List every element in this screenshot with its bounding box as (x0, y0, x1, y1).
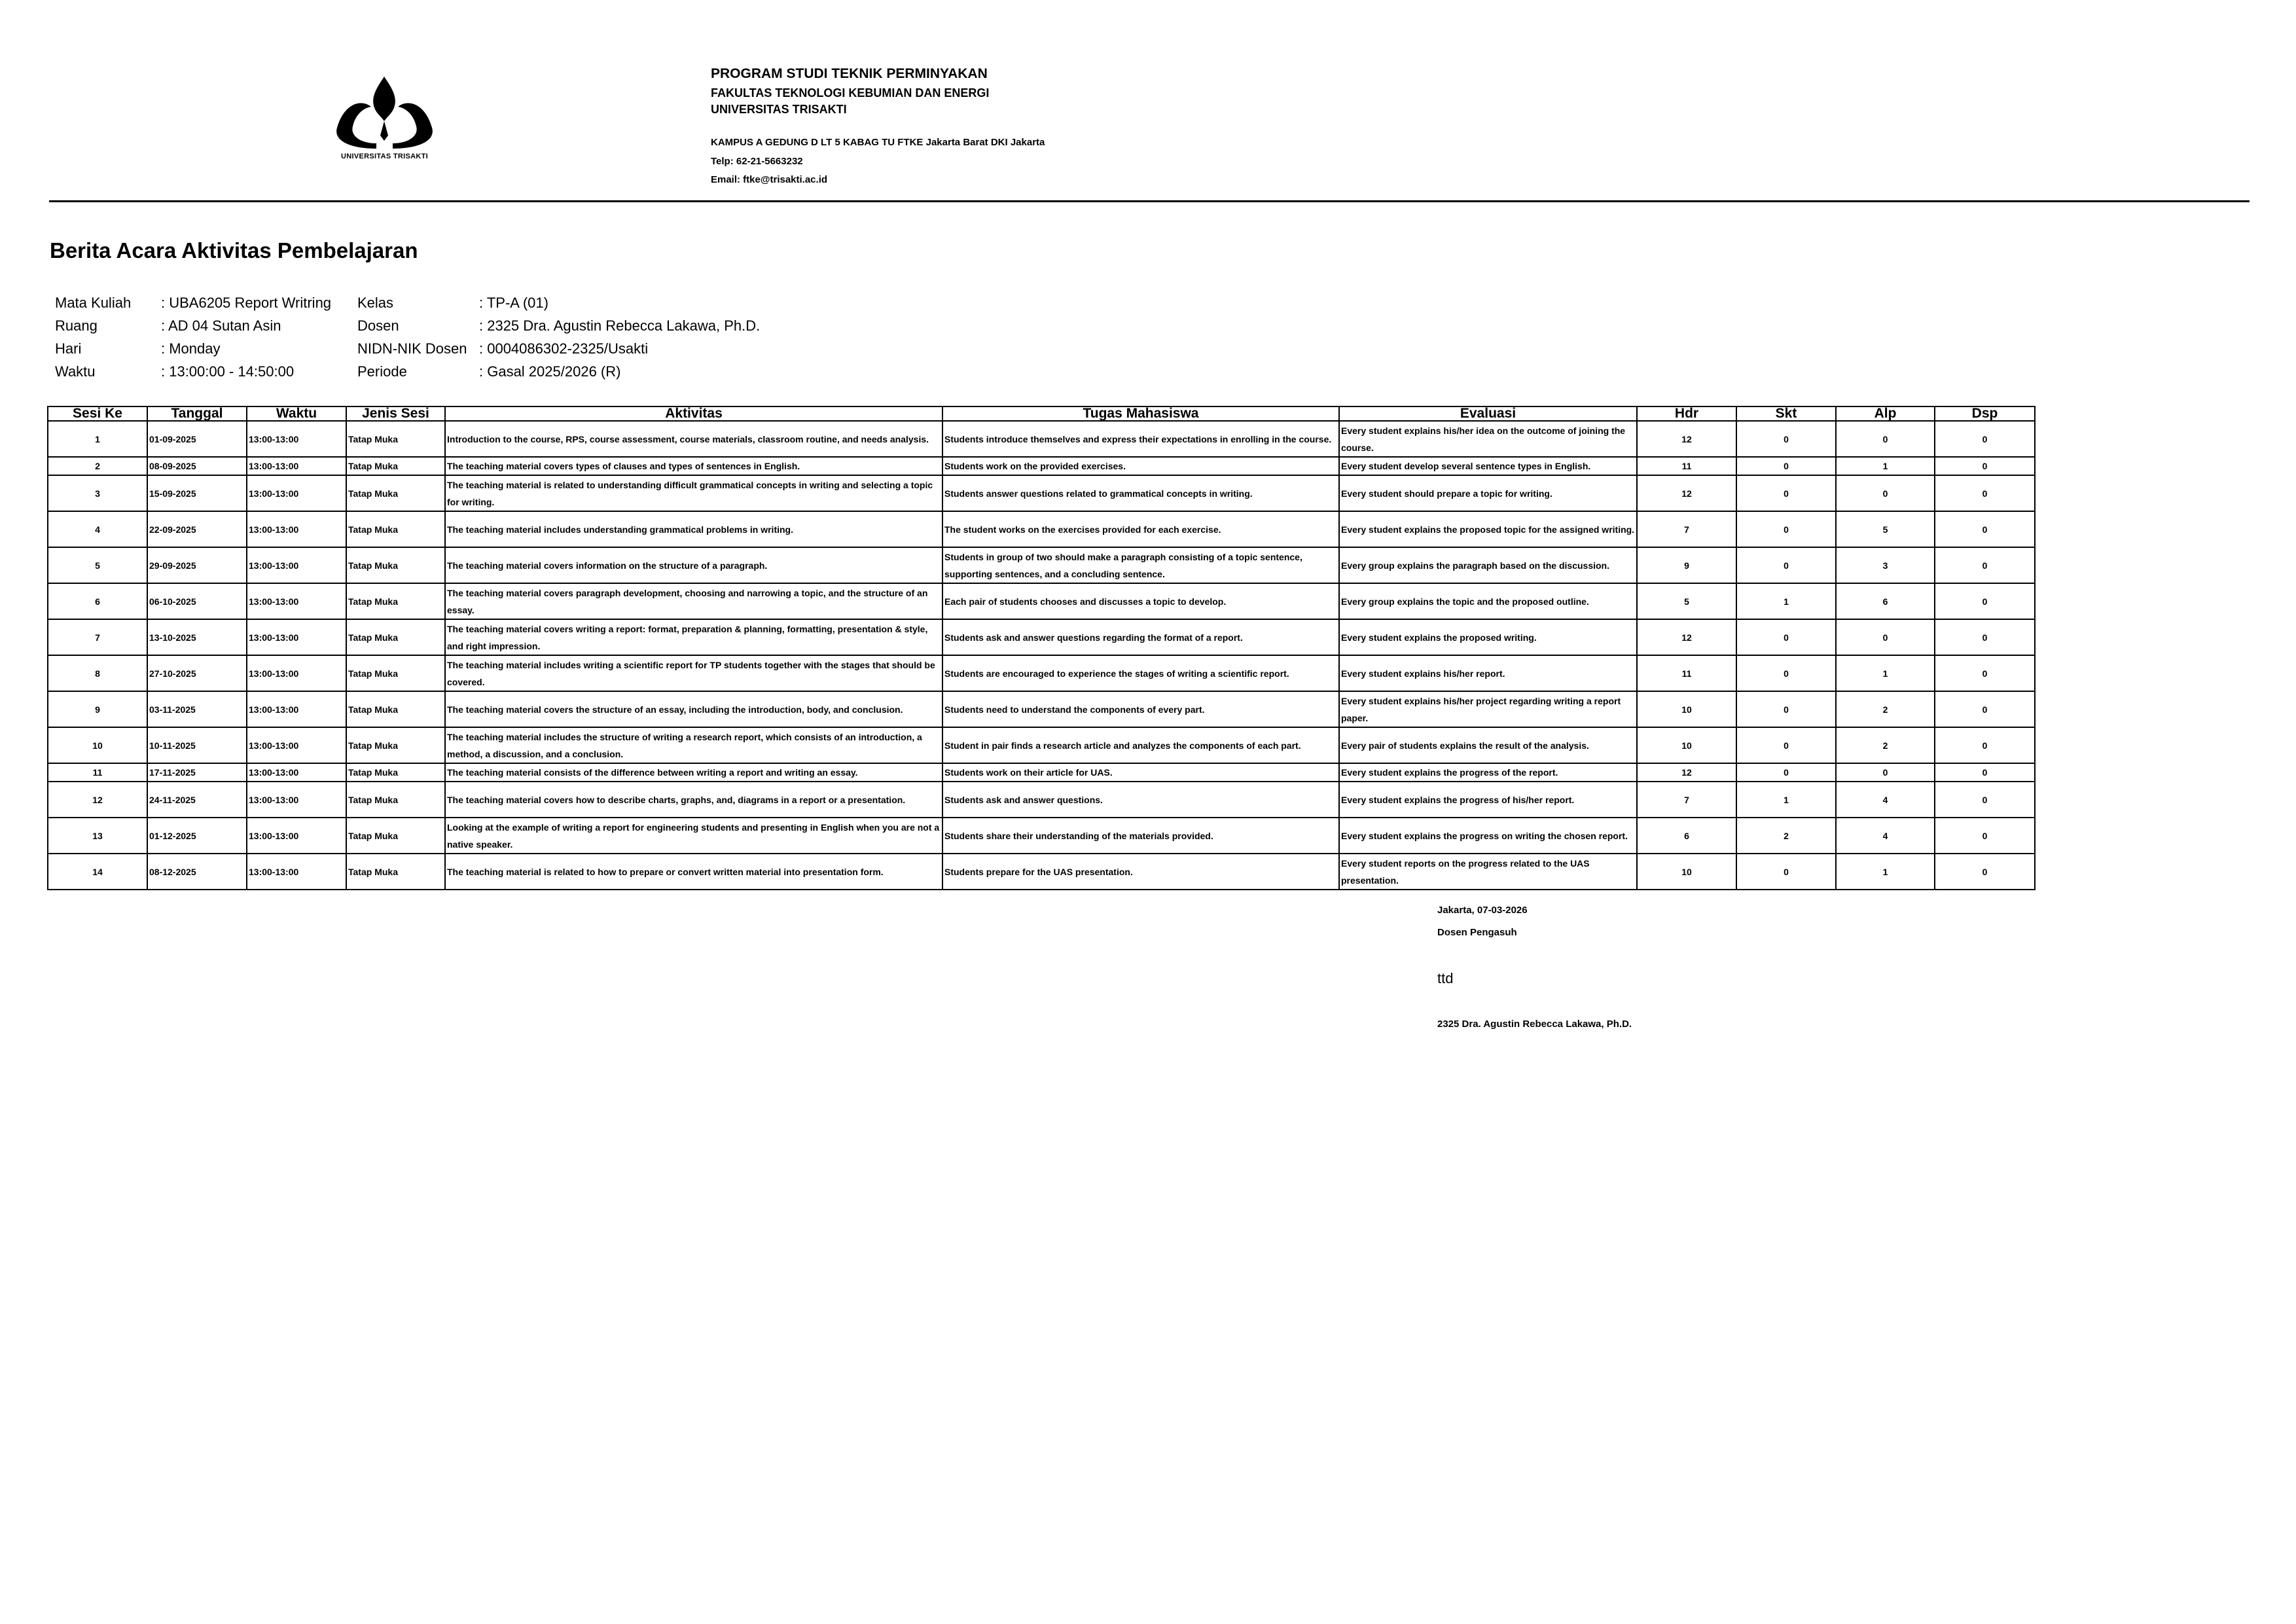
cell-tanggal: 13-10-2025 (147, 619, 247, 655)
trisakti-emblem-icon (331, 75, 439, 151)
cell-tugas: Students introduce themselves and express their expectations in enrolling in the course. (942, 421, 1339, 457)
cell-waktu: 13:00-13:00 (247, 547, 346, 583)
cell-aktivitas: The teaching material covers how to describe charts, graphs, and, diagrams in a report or a presentation. (445, 782, 942, 818)
cell-waktu: 13:00-13:00 (247, 818, 346, 854)
cell-tugas: Students share their understanding of the materials provided. (942, 818, 1339, 854)
cell-alp: 2 (1836, 691, 1935, 727)
cell-jenis-sesi: Tatap Muka (346, 727, 445, 763)
cell-jenis-sesi: Tatap Muka (346, 655, 445, 691)
ruang-label: Ruang (55, 317, 98, 334)
cell-waktu: 13:00-13:00 (247, 583, 346, 619)
table-row (48, 619, 2035, 655)
cell-hdr: 12 (1637, 475, 1736, 511)
cell-skt: 0 (1736, 655, 1836, 691)
cell-tanggal: 08-12-2025 (147, 854, 247, 890)
cell-alp: 2 (1836, 727, 1935, 763)
document-title: Berita Acara Aktivitas Pembelajaran (50, 238, 418, 262)
cell-alp: 1 (1836, 655, 1935, 691)
cell-aktivitas: The teaching material includes understanding grammatical problems in writing. (445, 511, 942, 547)
cell-tugas: Students work on their article for UAS. (942, 763, 1339, 782)
cell-sesi: 13 (48, 818, 147, 854)
cell-alp: 0 (1836, 619, 1935, 655)
table-row (48, 818, 2035, 854)
nidn-label: NIDN-NIK Dosen (357, 340, 467, 357)
phone: Telp: 62-21-5663232 (711, 156, 803, 167)
cell-tugas: Students answer questions related to grammatical concepts in writing. (942, 475, 1339, 511)
cell-hdr: 6 (1637, 818, 1736, 854)
cell-jenis-sesi: Tatap Muka (346, 475, 445, 511)
cell-sesi: 6 (48, 583, 147, 619)
cell-waktu: 13:00-13:00 (247, 727, 346, 763)
address: KAMPUS A GEDUNG D LT 5 KABAG TU FTKE Jakarta Barat DKI Jakarta (711, 137, 1045, 148)
signature-name: 2325 Dra. Agustin Rebecca Lakawa, Ph.D. (1437, 1019, 1632, 1030)
cell-tanggal: 27-10-2025 (147, 655, 247, 691)
cell-aktivitas: The teaching material covers the structure of an essay, including the introduction, body, and conclusion. (445, 691, 942, 727)
cell-tanggal: 24-11-2025 (147, 782, 247, 818)
cell-skt: 0 (1736, 854, 1836, 890)
cell-jenis-sesi: Tatap Muka (346, 547, 445, 583)
program-name: PROGRAM STUDI TEKNIK PERMINYAKAN (711, 66, 988, 81)
header-dsp: Dsp (1935, 406, 2035, 421)
cell-evaluasi: Every pair of students explains the result of the analysis. (1339, 727, 1637, 763)
cell-jenis-sesi: Tatap Muka (346, 619, 445, 655)
table-row (48, 475, 2035, 511)
cell-tanggal: 22-09-2025 (147, 511, 247, 547)
cell-aktivitas: The teaching material consists of the difference between writing a report and writing an essay. (445, 763, 942, 782)
cell-alp: 0 (1836, 421, 1935, 457)
table-row (48, 547, 2035, 583)
kelas-value: : TP-A (01) (479, 295, 548, 311)
cell-jenis-sesi: Tatap Muka (346, 583, 445, 619)
signature-place-date: Jakarta, 07-03-2026 (1437, 905, 1528, 916)
cell-dsp: 0 (1935, 619, 2035, 655)
cell-aktivitas: The teaching material covers types of clauses and types of sentences in English. (445, 457, 942, 475)
cell-sesi: 11 (48, 763, 147, 782)
cell-tanggal: 10-11-2025 (147, 727, 247, 763)
table-row (48, 782, 2035, 818)
cell-aktivitas: Looking at the example of writing a report for engineering students and presenting in English when you are not a native speaker. (445, 818, 942, 854)
table-header-row (48, 406, 2035, 421)
table-row (48, 655, 2035, 691)
cell-waktu: 13:00-13:00 (247, 421, 346, 457)
cell-evaluasi: Every student explains the progress on writing the chosen report. (1339, 818, 1637, 854)
header-sesi-ke: Sesi Ke (48, 406, 147, 421)
cell-aktivitas: The teaching material covers information on the structure of a paragraph. (445, 547, 942, 583)
cell-aktivitas: The teaching material covers paragraph development, choosing and narrowing a topic, and the structure of an essay. (445, 583, 942, 619)
signature-role: Dosen Pengasuh (1437, 927, 1517, 938)
table-row (48, 727, 2035, 763)
cell-hdr: 12 (1637, 421, 1736, 457)
header-alp: Alp (1836, 406, 1935, 421)
header-tugas-mahasiswa: Tugas Mahasiswa (942, 406, 1339, 421)
cell-evaluasi: Every student explains the proposed topic for the assigned writing. (1339, 511, 1637, 547)
periode-value: : Gasal 2025/2026 (R) (479, 363, 621, 380)
cell-waktu: 13:00-13:00 (247, 854, 346, 890)
cell-dsp: 0 (1935, 475, 2035, 511)
cell-tanggal: 15-09-2025 (147, 475, 247, 511)
cell-tugas: Students prepare for the UAS presentation. (942, 854, 1339, 890)
mata-kuliah-label: Mata Kuliah (55, 295, 132, 311)
cell-evaluasi: Every group explains the paragraph based on the discussion. (1339, 547, 1637, 583)
cell-hdr: 12 (1637, 763, 1736, 782)
cell-hdr: 9 (1637, 547, 1736, 583)
cell-hdr: 11 (1637, 655, 1736, 691)
cell-dsp: 0 (1935, 691, 2035, 727)
periode-label: Periode (357, 363, 407, 380)
dosen-value: : 2325 Dra. Agustin Rebecca Lakawa, Ph.D. (479, 317, 761, 334)
signature-ttd: ttd (1437, 970, 1454, 986)
header-tanggal: Tanggal (147, 406, 247, 421)
cell-skt: 1 (1736, 583, 1836, 619)
cell-tanggal: 08-09-2025 (147, 457, 247, 475)
header-evaluasi: Evaluasi (1339, 406, 1637, 421)
cell-dsp: 0 (1935, 547, 2035, 583)
cell-dsp: 0 (1935, 457, 2035, 475)
cell-alp: 4 (1836, 818, 1935, 854)
cell-aktivitas: The teaching material includes the structure of writing a research report, which consists of an introduction, a method, a discussion, and a conclusion. (445, 727, 942, 763)
cell-jenis-sesi: Tatap Muka (346, 421, 445, 457)
cell-skt: 0 (1736, 547, 1836, 583)
cell-tanggal: 01-12-2025 (147, 818, 247, 854)
header-skt: Skt (1736, 406, 1836, 421)
cell-waktu: 13:00-13:00 (247, 691, 346, 727)
cell-alp: 1 (1836, 457, 1935, 475)
cell-skt: 0 (1736, 727, 1836, 763)
cell-dsp: 0 (1935, 727, 2035, 763)
cell-skt: 0 (1736, 457, 1836, 475)
cell-dsp: 0 (1935, 854, 2035, 890)
nidn-value: : 0004086302-2325/Usakti (479, 340, 649, 357)
cell-alp: 4 (1836, 782, 1935, 818)
cell-jenis-sesi: Tatap Muka (346, 691, 445, 727)
cell-skt: 0 (1736, 691, 1836, 727)
cell-dsp: 0 (1935, 655, 2035, 691)
cell-hdr: 10 (1637, 691, 1736, 727)
header-hdr: Hdr (1637, 406, 1736, 421)
mata-kuliah-value: : UBA6205 Report Writring (161, 295, 332, 311)
cell-evaluasi: Every student develop several sentence types in English. (1339, 457, 1637, 475)
cell-waktu: 13:00-13:00 (247, 763, 346, 782)
cell-jenis-sesi: Tatap Muka (346, 818, 445, 854)
activity-table (47, 406, 2036, 890)
logo-caption: UNIVERSITAS TRISAKTI (341, 153, 428, 160)
cell-skt: 2 (1736, 818, 1836, 854)
table-row (48, 421, 2035, 457)
cell-tugas: Student in pair finds a research article and analyzes the components of each part. (942, 727, 1339, 763)
table-row (48, 511, 2035, 547)
cell-evaluasi: Every student explains his/her idea on the outcome of joining the course. (1339, 421, 1637, 457)
cell-aktivitas: The teaching material is related to how to prepare or convert written material into presentation form. (445, 854, 942, 890)
hari-label: Hari (55, 340, 82, 357)
cell-evaluasi: Every student should prepare a topic for writing. (1339, 475, 1637, 511)
cell-waktu: 13:00-13:00 (247, 511, 346, 547)
cell-sesi: 10 (48, 727, 147, 763)
header-jenis-sesi: Jenis Sesi (346, 406, 445, 421)
cell-tanggal: 17-11-2025 (147, 763, 247, 782)
cell-tugas: Each pair of students chooses and discusses a topic to develop. (942, 583, 1339, 619)
cell-tugas: Students ask and answer questions regarding the format of a report. (942, 619, 1339, 655)
cell-tanggal: 01-09-2025 (147, 421, 247, 457)
cell-skt: 0 (1736, 763, 1836, 782)
university-name: UNIVERSITAS TRISAKTI (711, 103, 847, 116)
cell-hdr: 7 (1637, 782, 1736, 818)
header-aktivitas: Aktivitas (445, 406, 942, 421)
cell-aktivitas: Introduction to the course, RPS, course assessment, course materials, classroom routine, and needs analysis. (445, 421, 942, 457)
cell-tugas: Students are encouraged to experience the stages of writing a scientific report. (942, 655, 1339, 691)
cell-sesi: 3 (48, 475, 147, 511)
table-row (48, 457, 2035, 475)
cell-alp: 6 (1836, 583, 1935, 619)
cell-evaluasi: Every student explains the progress of his/her report. (1339, 782, 1637, 818)
cell-tanggal: 29-09-2025 (147, 547, 247, 583)
cell-tugas: The student works on the exercises provided for each exercise. (942, 511, 1339, 547)
cell-evaluasi: Every group explains the topic and the proposed outline. (1339, 583, 1637, 619)
header-divider (49, 200, 2250, 202)
cell-dsp: 0 (1935, 782, 2035, 818)
cell-skt: 1 (1736, 782, 1836, 818)
cell-skt: 0 (1736, 421, 1836, 457)
cell-dsp: 0 (1935, 818, 2035, 854)
cell-waktu: 13:00-13:00 (247, 457, 346, 475)
cell-tanggal: 06-10-2025 (147, 583, 247, 619)
cell-alp: 3 (1836, 547, 1935, 583)
email: Email: ftke@trisakti.ac.id (711, 174, 828, 185)
cell-sesi: 4 (48, 511, 147, 547)
cell-sesi: 12 (48, 782, 147, 818)
cell-skt: 0 (1736, 619, 1836, 655)
cell-alp: 5 (1836, 511, 1935, 547)
university-logo (331, 75, 439, 167)
cell-hdr: 7 (1637, 511, 1736, 547)
cell-dsp: 0 (1935, 421, 2035, 457)
cell-aktivitas: The teaching material is related to understanding difficult grammatical concepts in writing and selecting a topic for writing. (445, 475, 942, 511)
cell-evaluasi: Every student reports on the progress related to the UAS presentation. (1339, 854, 1637, 890)
cell-dsp: 0 (1935, 583, 2035, 619)
cell-evaluasi: Every student explains his/her project regarding writing a report paper. (1339, 691, 1637, 727)
cell-aktivitas: The teaching material covers writing a report: format, preparation & planning, formatting, presentation & style, and right impression. (445, 619, 942, 655)
kelas-label: Kelas (357, 295, 394, 311)
cell-sesi: 14 (48, 854, 147, 890)
cell-skt: 0 (1736, 511, 1836, 547)
cell-tugas: Students need to understand the components of every part. (942, 691, 1339, 727)
hari-value: : Monday (161, 340, 221, 357)
cell-waktu: 13:00-13:00 (247, 619, 346, 655)
cell-hdr: 10 (1637, 727, 1736, 763)
waktu-label: Waktu (55, 363, 96, 380)
cell-evaluasi: Every student explains the proposed writing. (1339, 619, 1637, 655)
cell-tanggal: 03-11-2025 (147, 691, 247, 727)
cell-alp: 0 (1836, 763, 1935, 782)
cell-hdr: 11 (1637, 457, 1736, 475)
cell-waktu: 13:00-13:00 (247, 475, 346, 511)
cell-sesi: 8 (48, 655, 147, 691)
cell-jenis-sesi: Tatap Muka (346, 782, 445, 818)
cell-hdr: 5 (1637, 583, 1736, 619)
table-row (48, 854, 2035, 890)
cell-alp: 0 (1836, 475, 1935, 511)
cell-tugas: Students in group of two should make a paragraph consisting of a topic sentence, supporting sentences, and a concluding sentence. (942, 547, 1339, 583)
cell-tugas: Students work on the provided exercises. (942, 457, 1339, 475)
waktu-value: : 13:00:00 - 14:50:00 (161, 363, 295, 380)
cell-aktivitas: The teaching material includes writing a scientific report for TP students together with the stages that should be covered. (445, 655, 942, 691)
cell-hdr: 10 (1637, 854, 1736, 890)
cell-jenis-sesi: Tatap Muka (346, 763, 445, 782)
cell-dsp: 0 (1935, 511, 2035, 547)
cell-evaluasi: Every student explains his/her report. (1339, 655, 1637, 691)
cell-dsp: 0 (1935, 763, 2035, 782)
cell-waktu: 13:00-13:00 (247, 782, 346, 818)
table-row (48, 763, 2035, 782)
cell-skt: 0 (1736, 475, 1836, 511)
cell-sesi: 9 (48, 691, 147, 727)
cell-waktu: 13:00-13:00 (247, 655, 346, 691)
cell-jenis-sesi: Tatap Muka (346, 854, 445, 890)
table-row (48, 691, 2035, 727)
cell-sesi: 1 (48, 421, 147, 457)
cell-jenis-sesi: Tatap Muka (346, 457, 445, 475)
cell-alp: 1 (1836, 854, 1935, 890)
header-waktu: Waktu (247, 406, 346, 421)
dosen-label: Dosen (357, 317, 399, 334)
cell-sesi: 5 (48, 547, 147, 583)
faculty-name: FAKULTAS TEKNOLOGI KEBUMIAN DAN ENERGI (711, 86, 990, 99)
cell-sesi: 2 (48, 457, 147, 475)
cell-hdr: 12 (1637, 619, 1736, 655)
cell-tugas: Students ask and answer questions. (942, 782, 1339, 818)
ruang-value: : AD 04 Sutan Asin (161, 317, 281, 334)
cell-evaluasi: Every student explains the progress of the report. (1339, 763, 1637, 782)
cell-jenis-sesi: Tatap Muka (346, 511, 445, 547)
cell-sesi: 7 (48, 619, 147, 655)
table-row (48, 583, 2035, 619)
